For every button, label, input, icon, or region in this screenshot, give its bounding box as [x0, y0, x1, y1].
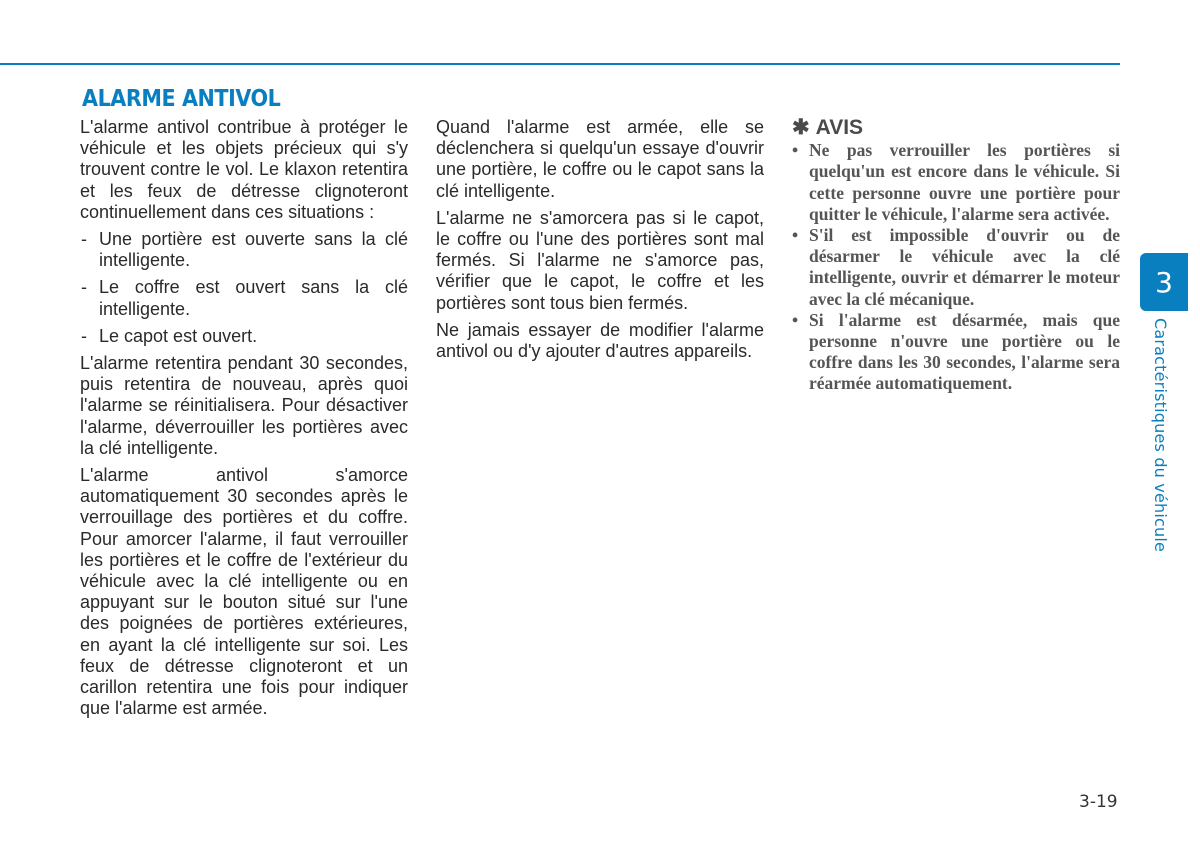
list-item-text: Le coffre est ouvert sans la clé intelligente.	[99, 277, 408, 319]
section-title: ALARME ANTIVOL	[82, 86, 281, 112]
notice-item: • S'il est impossible d'ouvrir ou de désarmer le véhicule avec la clé intelligente, ouvrir et démarrer le moteur avec la clé mécanique.	[792, 225, 1120, 309]
notice-title: AVIS	[815, 116, 864, 139]
notice-item: • Ne pas verrouiller les portières si quelqu'un est encore dans le véhicule. Si cette personne ouvre une portière pour quitter le véhicule, l'alarme sera activée.	[792, 140, 1120, 224]
list-item: - Une portière est ouverte sans la clé intelligente.	[81, 229, 408, 271]
alarm-duration-paragraph: L'alarme retentira pendant 30 secondes, puis retentira de nouveau, après quoi l'alarme se réinitialisera. Pour désactiver l'alarme, déverrouiller les portières avec la clé intelligente.	[80, 353, 408, 458]
not-arming-paragraph: L'alarme ne s'amorcera pas si le capot, le coffre ou l'une des portières sont mal fermés. Si l'alarme ne s'amorce pas, vérifier que le capot, le coffre et les portières sont tous bien fermés.	[436, 207, 764, 313]
notice-item-text: Si l'alarme est désarmée, mais que personne n'ouvre une portière ou le coffre dans les 30 secondes, l'alarme sera réarmée automatiquement.	[809, 309, 1120, 394]
notice-item-text: Ne pas verrouiller les portières si quelqu'un est encore dans le véhicule. Si cette personne ouvre une portière pour quitter le véhicule, l'alarme sera activée.	[809, 140, 1120, 224]
notice-list	[792, 140, 1120, 394]
list-item-text: Une portière est ouverte sans la clé intelligente.	[99, 229, 408, 271]
intro-paragraph: L'alarme antivol contribue à protéger le véhicule et les objets précieux qui s'y trouvent contre le vol. Le klaxon retentira et les feux de détresse clignoteront continuellement dans ces situations :	[80, 117, 408, 222]
asterisk-icon: ✱	[792, 116, 810, 139]
trigger-paragraph: Quand l'alarme est armée, elle se déclenchera si quelqu'un essaye d'ouvrir une portière, le coffre ou le capot sans la clé intelligente.	[436, 117, 764, 201]
situation-list	[80, 229, 408, 347]
chapter-label: Caractéristiques du véhicule	[1151, 318, 1170, 553]
list-item-text: Le capot est ouvert.	[99, 325, 258, 346]
chapter-tab: 3	[1140, 253, 1188, 311]
notice-item: • Si l'alarme est désarmée, mais que personne n'ouvre une portière ou le coffre dans les 30 secondes, l'alarme sera réarmée automatiquement.	[792, 309, 1120, 394]
notice-heading	[792, 117, 1120, 138]
list-item: - Le coffre est ouvert sans la clé intelligente.	[81, 277, 408, 319]
arming-paragraph: L'alarme antivol s'amorce automatiquement 30 secondes après le verrouillage des portières et du coffre. Pour amorcer l'alarme, il faut verrouiller les portières et le coffre de l'extérieur du véhicule avec la clé intelligente ou en appuyant sur le bouton situé sur l'une des poignées de portières extérieures, en ayant la clé intelligente sur soi. Les feux de détresse clignoteront et un carillon retentira une fois pour indiquer que l'alarme est armée.	[80, 465, 408, 719]
column-1	[80, 117, 408, 725]
notice-item-text: S'il est impossible d'ouvrir ou de désarmer le véhicule avec la clé intelligente, ouvrir et démarrer le moteur avec la clé mécanique.	[809, 225, 1120, 309]
page-number: 3-19	[1079, 792, 1118, 812]
column-2	[436, 117, 764, 368]
notice-box	[792, 117, 1120, 395]
header-rule	[0, 63, 1120, 65]
list-item: - Le capot est ouvert.	[81, 325, 258, 346]
warning-paragraph: Ne jamais essayer de modifier l'alarme antivol ou d'y ajouter d'autres appareils.	[436, 319, 764, 362]
